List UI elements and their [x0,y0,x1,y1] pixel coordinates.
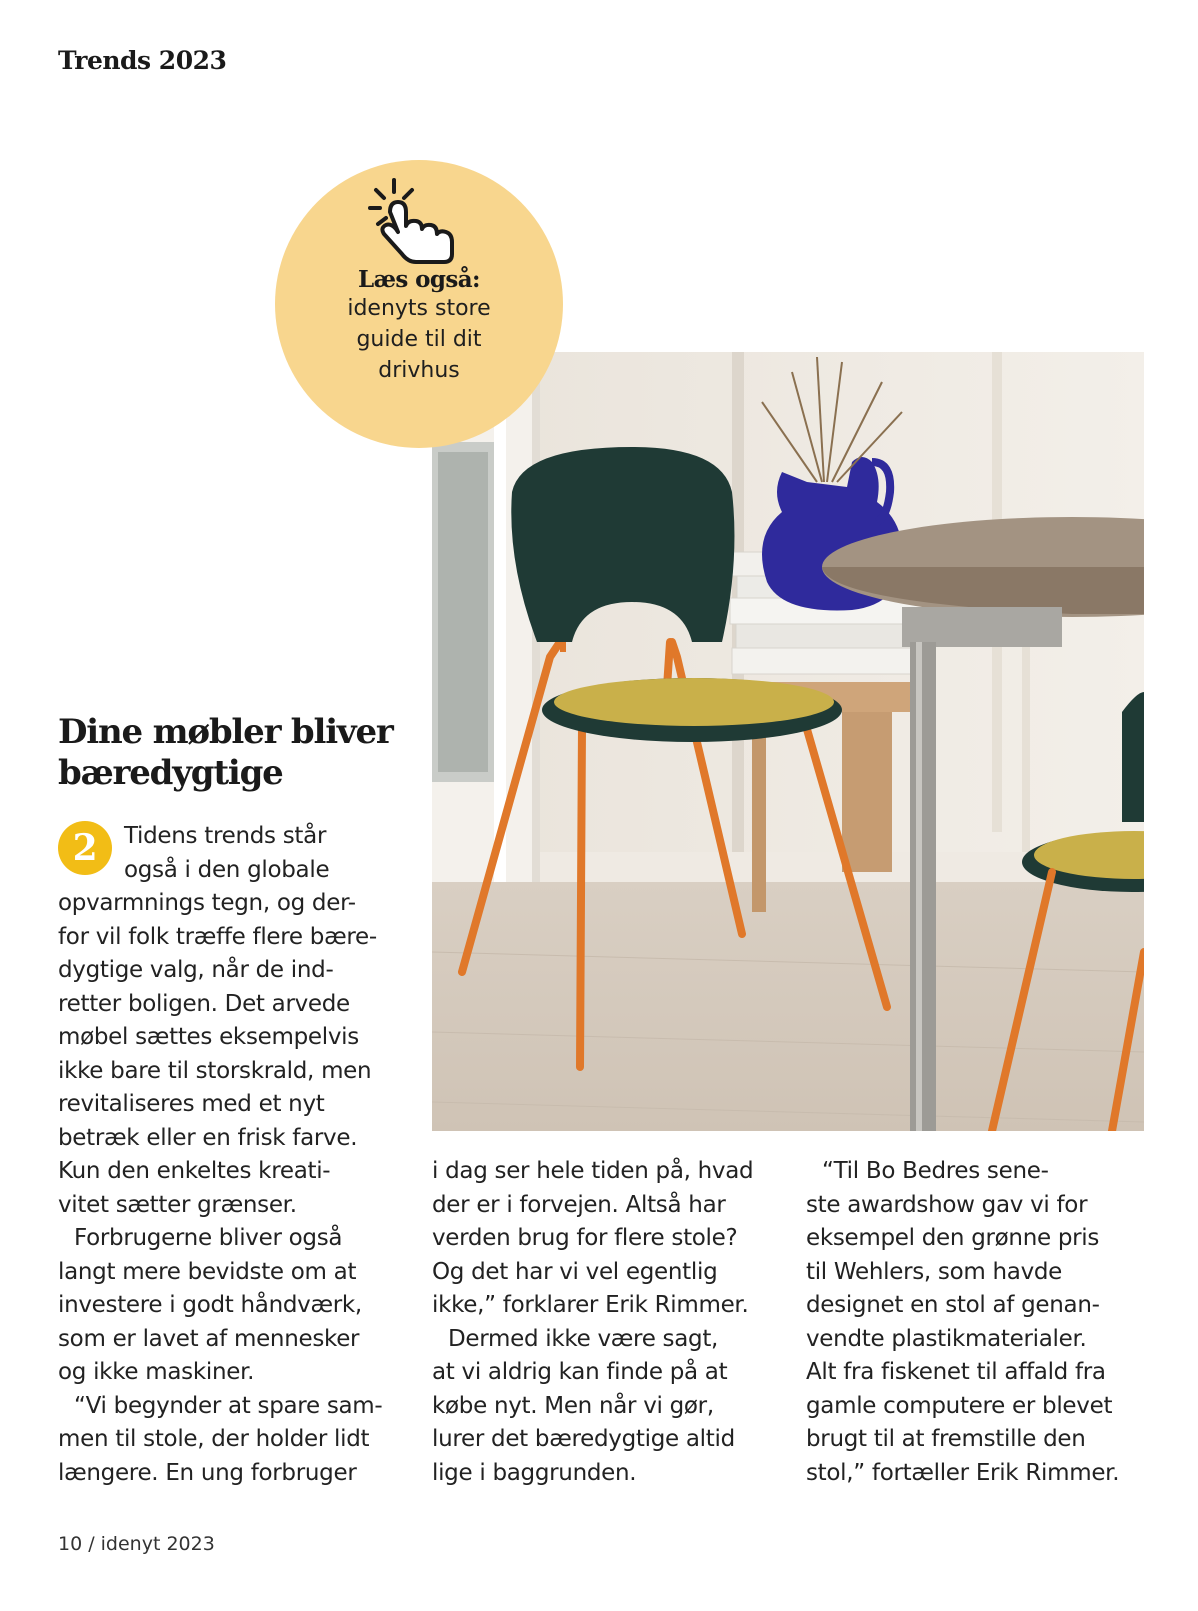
tap-hand-icon [364,174,474,264]
text-line: også i den globale [124,856,330,883]
text-line: investere i godt håndværk, [58,1292,362,1318]
section-label: Trends 2023 [58,46,227,75]
text-line: men til stole, der holder lidt [58,1426,370,1452]
text-line: lige i baggrunden. [432,1459,637,1486]
page-footer: 10 / idenyt 2023 [58,1533,215,1555]
text-line: at vi aldrig kan finde på at [432,1359,728,1385]
text-line: ste awardshow gav vi for [806,1191,1088,1218]
text-column-1 [58,820,403,1490]
text-line: ikke,” forklarer Erik Rimmer. [432,1292,749,1318]
callout-title: Læs også: [358,266,480,293]
text-line: og ikke maskiner. [58,1359,255,1385]
text-line: verden brug for flere stole? [432,1225,738,1251]
text-line: Tidens trends står [124,823,327,849]
text-line: som er lavet af mennesker [58,1325,360,1352]
text-line: Dermed ikke være sagt, [448,1325,719,1352]
text-line: møbel sættes eksempelvis [58,1024,359,1050]
callout-line: guide til dit [356,327,482,352]
text-line: dygtige valg, når de ind- [58,957,334,983]
text-line: betræk eller en frisk farve. [58,1124,358,1151]
text-line: langt mere bevidste om at [58,1258,357,1285]
text-line: vendte plastikmaterialer. [806,1325,1087,1352]
text-line: eksempel den grønne pris [806,1225,1100,1251]
text-line: der er i forvejen. Altså har [432,1191,726,1218]
text-column-2 [432,1155,772,1490]
text-line: “Vi begynder at spare sam- [74,1392,383,1419]
text-line: “Til Bo Bedres sene- [822,1158,1049,1184]
read-also-callout[interactable] [275,160,563,448]
text-line: vitet sætter grænser. [58,1191,297,1218]
number-badge: 2 [58,821,112,875]
text-line: brugt til at fremstille den [806,1426,1086,1452]
text-line: til Wehlers, som havde [806,1258,1063,1285]
headline-line: Dine møbler bliver [58,712,393,752]
headline-line: bæredygtige [58,753,283,793]
callout-line: drivhus [378,358,460,383]
article-headline [58,712,418,794]
text-line: retter boligen. Det arvede [58,990,350,1017]
text-line: købe nyt. Men når vi gør, [432,1392,714,1419]
chair-photo [432,352,1144,1131]
text-column-3 [806,1155,1146,1490]
text-line: revitaliseres med et nyt [58,1091,325,1117]
text-line: Forbrugerne bliver også [74,1225,343,1251]
text-line: i dag ser hele tiden på, hvad [432,1158,754,1184]
text-line: Alt fra fiskenet til affald fra [806,1359,1106,1385]
text-line: længere. En ung forbruger [58,1459,357,1486]
text-line: opvarmnings tegn, og der- [58,890,356,916]
text-line: stol,” fortæller Erik Rimmer. [806,1459,1120,1486]
text-line: lurer det bæredygtige altid [432,1426,735,1452]
text-line: designet en stol af genan- [806,1292,1100,1318]
text-line: for vil folk træffe flere bære- [58,923,377,950]
text-line: ikke bare til storskrald, men [58,1057,372,1084]
text-line: gamle computere er blevet [806,1392,1113,1419]
callout-line: idenyts store [347,296,491,321]
text-line: Og det har vi vel egentlig [432,1258,718,1285]
text-line: Kun den enkeltes kreati- [58,1158,331,1184]
